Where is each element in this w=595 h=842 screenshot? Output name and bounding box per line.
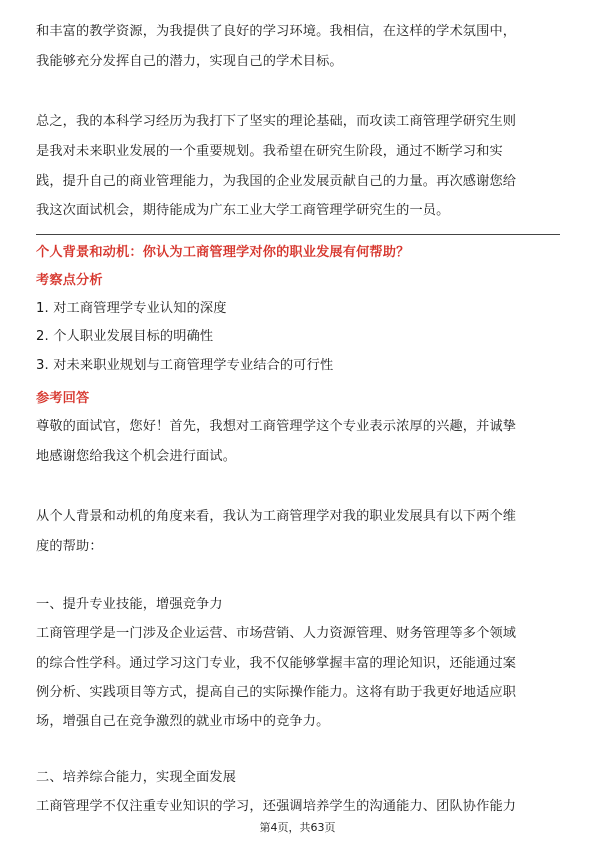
analysis-item: 1. 对工商管理学专业认知的深度 xyxy=(36,301,227,316)
section1-line: 的综合性学科。通过学习这门专业，我不仅能够掌握丰富的理论知识，还能通过案 xyxy=(36,656,517,671)
section1-line: 场，增强自己在竞争激烈的就业市场中的竞争力。 xyxy=(36,714,330,729)
body-text-line: 和丰富的教学资源，为我提供了良好的学习环境。我相信，在这样的学术氛围中， xyxy=(36,24,517,39)
summary-line: 是我对未来职业发展的一个重要规划。我希望在研究生阶段，通过不断学习和实 xyxy=(36,144,503,159)
answer-line: 从个人背景和动机的角度来看，我认为工商管理学对我的职业发展具有以下两个维 xyxy=(36,509,517,524)
analysis-item: 2. 个人职业发展目标的明确性 xyxy=(36,329,214,344)
summary-line: 践，提升自己的商业管理能力，为我国的企业发展贡献自己的力量。再次感谢您给 xyxy=(36,174,517,189)
section2-line: 工商管理学不仅注重专业知识的学习，还强调培养学生的沟通能力、团队协作能力 xyxy=(36,799,517,814)
analysis-heading: 考察点分析 xyxy=(36,273,103,288)
section2-title: 二、培养综合能力，实现全面发展 xyxy=(36,770,237,785)
body-text-line: 我能够充分发挥自己的潜力，实现自己的学术目标。 xyxy=(36,54,343,69)
section1-title: 一、提升专业技能，增强竞争力 xyxy=(36,597,223,612)
analysis-item: 3. 对未来职业规划与工商管理学专业结合的可行性 xyxy=(36,358,334,373)
page-number: 第4页，共63页 xyxy=(259,821,336,834)
section1-line: 工商管理学是一门涉及企业运营、市场营销、人力资源管理、财务管理等多个领域 xyxy=(36,626,517,641)
question-heading: 个人背景和动机：你认为工商管理学对你的职业发展有何帮助？ xyxy=(36,245,410,260)
answer-line: 地感谢您给我这个机会进行面试。 xyxy=(36,449,237,464)
answer-line: 度的帮助： xyxy=(36,539,103,554)
section-divider xyxy=(36,234,560,235)
summary-line: 我这次面试机会，期待能成为广东工业大学工商管理学研究生的一员。 xyxy=(36,203,450,218)
answer-heading: 参考回答 xyxy=(36,391,90,406)
answer-line: 尊敬的面试官，您好！首先，我想对工商管理学这个专业表示浓厚的兴趣，并诚挚 xyxy=(36,419,517,434)
section1-line: 例分析、实践项目等方式，提高自己的实际操作能力。这将有助于我更好地适应职 xyxy=(36,685,517,700)
summary-line: 总之，我的本科学习经历为我打下了坚实的理论基础，而攻读工商管理学研究生则 xyxy=(36,114,517,129)
